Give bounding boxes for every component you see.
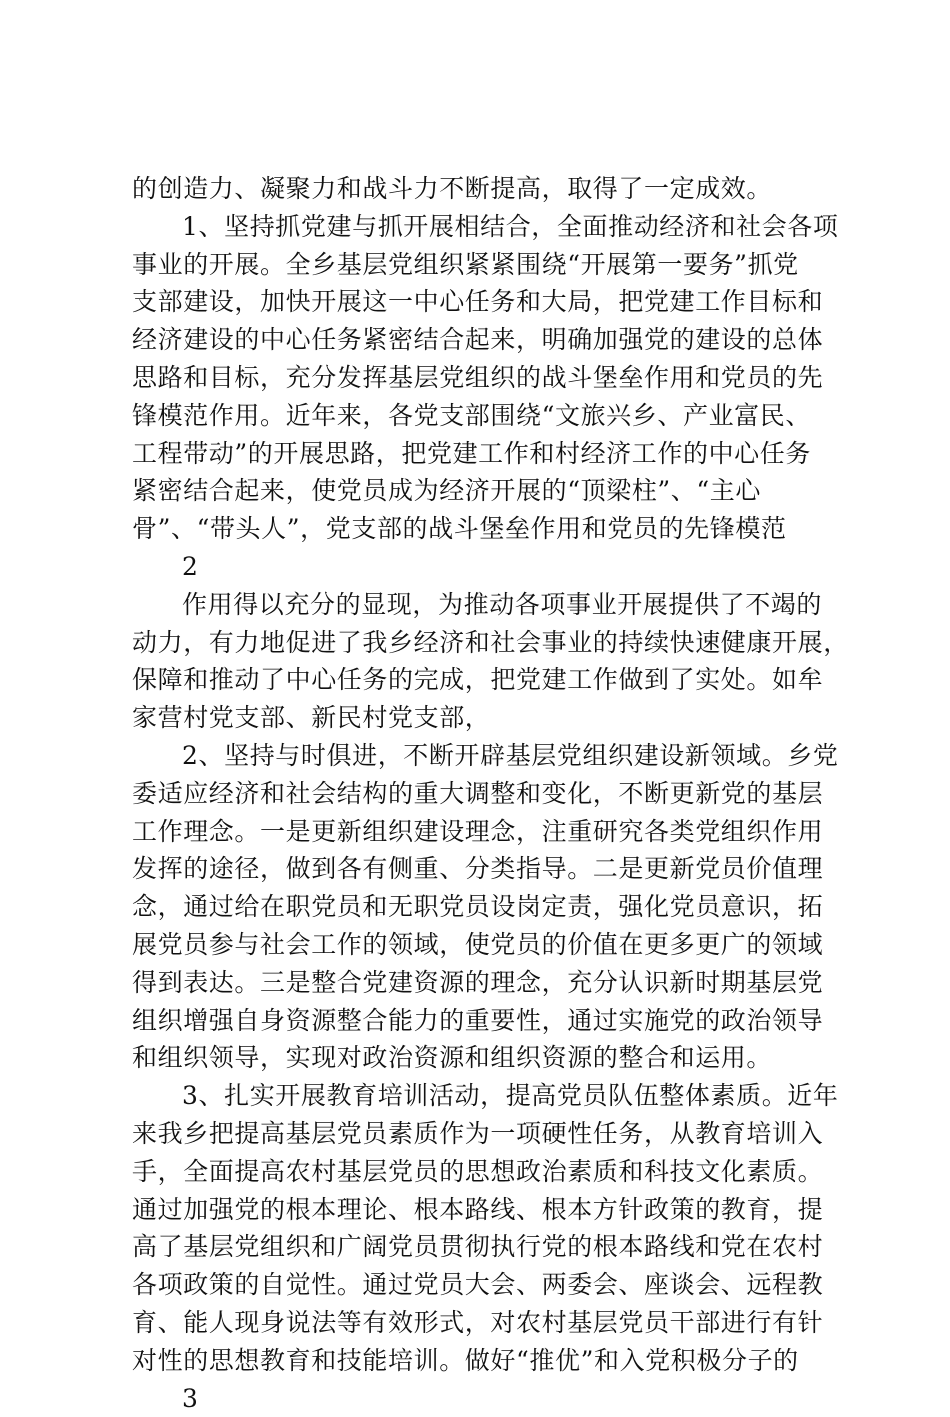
text-line: 事业的开展。全乡基层党组织紧紧围绕“开展第一要务”抓党 <box>132 246 822 284</box>
text-line: 委适应经济和社会结构的重大调整和变化，不断更新党的基层 <box>132 775 822 813</box>
text-line: 动力，有力地促进了我乡经济和社会事业的持续快速健康开展， <box>132 624 822 662</box>
text-line: 工作理念。一是更新组织建设理念，注重研究各类党组织作用 <box>132 813 822 851</box>
text-line: 发挥的途径，做到各有侧重、分类指导。二是更新党员价值理 <box>132 850 822 888</box>
text-line: 得到表达。三是整合党建资源的理念，充分认识新时期基层党 <box>132 964 822 1002</box>
text-line: 思路和目标，充分发挥基层党组织的战斗堡垒作用和党员的先 <box>132 359 822 397</box>
text-line: 组织增强自身资源整合能力的重要性，通过实施党的政治领导 <box>132 1002 822 1040</box>
text-line: 骨”、“带头人”，党支部的战斗堡垒作用和党员的先锋模范 <box>132 510 822 548</box>
text-line: 锋模范作用。近年来，各党支部围绕“文旅兴乡、产业富民、 <box>132 397 822 435</box>
text-line: 来我乡把提高基层党员素质作为一项硬性任务，从教育培训入 <box>132 1115 822 1153</box>
text-line: 手，全面提高农村基层党员的思想政治素质和科技文化素质。 <box>132 1153 822 1191</box>
text-line: 1、坚持抓党建与抓开展相结合，全面推动经济和社会各项 <box>132 208 822 246</box>
text-line: 2、坚持与时俱进，不断开辟基层党组织建设新领域。乡党 <box>132 737 822 775</box>
text-line: 育、能人现身说法等有效形式，对农村基层党员干部进行有针 <box>132 1304 822 1342</box>
text-line: 的创造力、凝聚力和战斗力不断提高，取得了一定成效。 <box>132 170 822 208</box>
text-line: 工程带动”的开展思路，把党建工作和村经济工作的中心任务 <box>132 435 822 473</box>
text-line: 3、扎实开展教育培训活动，提高党员队伍整体素质。近年 <box>132 1077 822 1115</box>
text-line: 作用得以充分的显现，为推动各项事业开展提供了不竭的 <box>132 586 822 624</box>
text-line: 家营村党支部、新民村党支部， <box>132 699 822 737</box>
document-body <box>132 170 822 1417</box>
text-line: 通过加强党的根本理论、根本路线、根本方针政策的教育，提 <box>132 1191 822 1229</box>
text-line: 支部建设，加快开展这一中心任务和大局，把党建工作目标和 <box>132 283 822 321</box>
text-line: 念，通过给在职党员和无职党员设岗定责，强化党员意识，拓 <box>132 888 822 926</box>
text-line: 和组织领导，实现对政治资源和组织资源的整合和运用。 <box>132 1039 822 1077</box>
text-line: 对性的思想教育和技能培训。做好“推优”和入党积极分子的 <box>132 1342 822 1380</box>
page-number: 3 <box>132 1380 822 1417</box>
text-line: 紧密结合起来，使党员成为经济开展的“顶梁柱”、“主心 <box>132 472 822 510</box>
text-line: 保障和推动了中心任务的完成，把党建工作做到了实处。如牟 <box>132 661 822 699</box>
text-line: 经济建设的中心任务紧密结合起来，明确加强党的建设的总体 <box>132 321 822 359</box>
text-line: 展党员参与社会工作的领域，使党员的价值在更多更广的领域 <box>132 926 822 964</box>
page-number: 2 <box>132 548 822 586</box>
text-line: 各项政策的自觉性。通过党员大会、两委会、座谈会、远程教 <box>132 1266 822 1304</box>
text-line: 高了基层党组织和广阔党员贯彻执行党的根本路线和党在农村 <box>132 1228 822 1266</box>
